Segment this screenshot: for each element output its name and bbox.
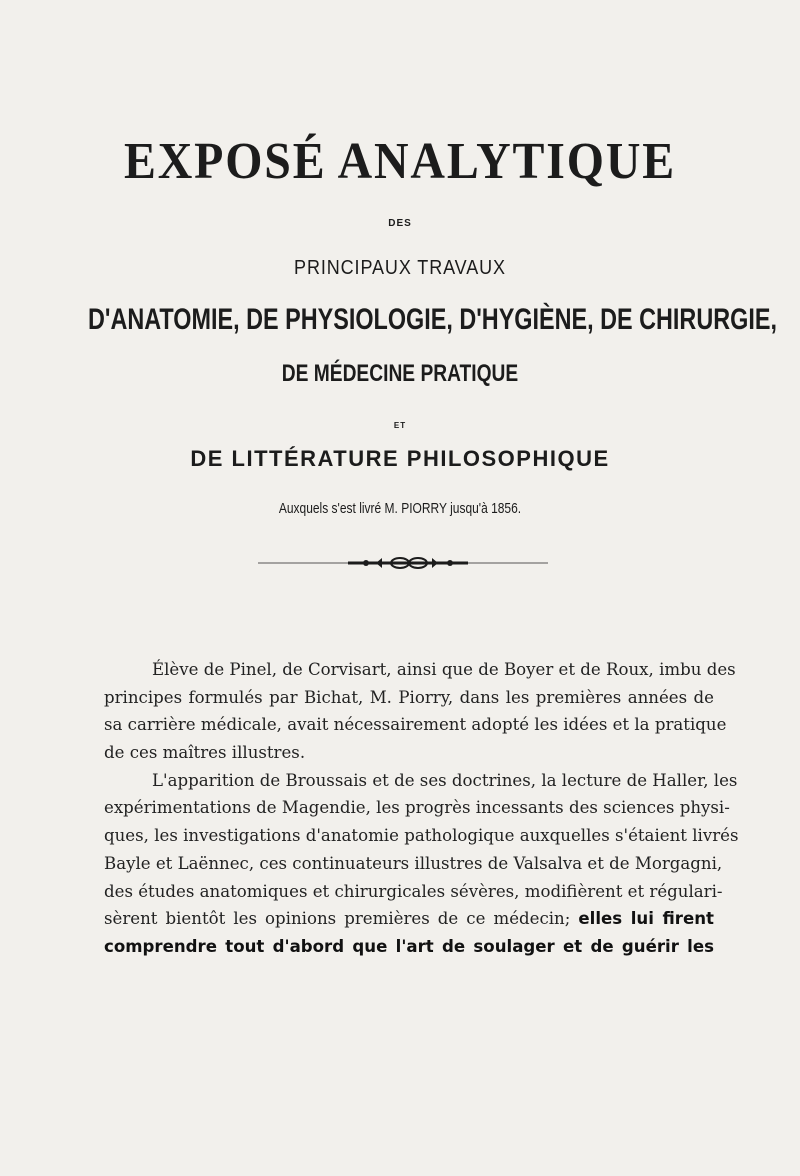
paragraph-line: sa carrière médicale, avait nécessairement adopté les idées et la pratique <box>104 715 727 735</box>
author-line: Auxquels s'est livré M. PIORRY jusqu'à 1856. <box>278 500 522 517</box>
subtitle-principaux: PRINCIPAUX TRAVAUX <box>294 257 506 279</box>
subtitle-des: DES <box>388 218 412 229</box>
paragraph-line: ques, les investigations d'anatomie pathologique auxquelles s'étaient livrés <box>104 826 739 846</box>
ornament-divider-icon <box>258 556 548 570</box>
paragraph-line: L'apparition de Broussais et de ses doctrines, la lecture de Haller, les <box>152 770 738 790</box>
paragraph-line: Bayle et Laënnec, ces continuateurs illustres de Valsalva et de Morgagni, <box>104 853 723 873</box>
subtitle-disciplines: D'ANATOMIE, DE PHYSIOLOGIE, D'HYGIÈNE, DE CHIRURGIE, <box>88 303 777 336</box>
subtitle-medecine: DE MÉDECINE PRATIQUE <box>281 360 519 387</box>
paragraph-bold-tail: elles lui firent <box>578 909 714 929</box>
paragraph-line: Élève de Pinel, de Corvisart, ainsi que de Boyer et de Roux, imbu des <box>152 660 736 679</box>
subtitle-et: ET <box>393 421 407 430</box>
paragraph-line-mixed <box>104 905 714 933</box>
paragraph-line: de ces maîtres illustres. <box>104 743 306 763</box>
paragraph-line: expérimentations de Magendie, les progrès incessants des sciences physi- <box>104 798 730 818</box>
paragraph-bold-line: comprendre tout d'abord que l'art de soulager et de guérir les <box>104 936 714 956</box>
subtitle-litterature: DE LITTÉRATURE PHILOSOPHIQUE <box>190 446 610 471</box>
paragraph-line: des études anatomiques et chirurgicales sévères, modifièrent et régulari- <box>104 881 723 901</box>
paragraph-line-regular: sèrent bientôt les opinions premières de ce médecin; <box>104 909 571 929</box>
body-text <box>104 656 739 961</box>
paragraph-line: principes formulés par Bichat, M. Piorry, dans les premières années de <box>104 687 714 707</box>
page-title: EXPOSÉ ANALYTIQUE <box>124 133 676 190</box>
